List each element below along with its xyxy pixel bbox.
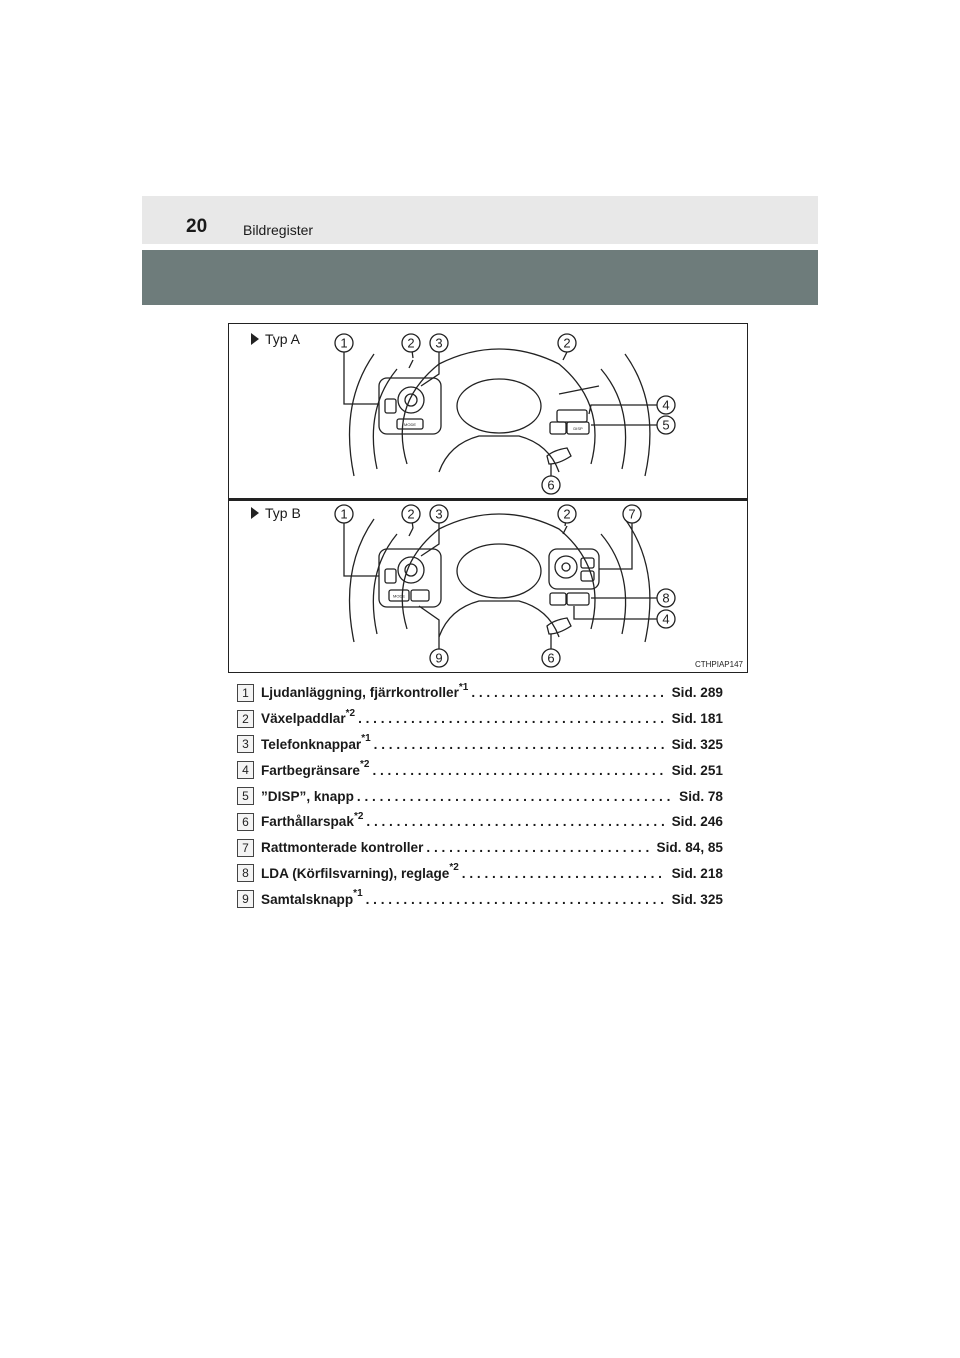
callout-a-6 — [542, 476, 560, 494]
entry-1 — [237, 680, 723, 706]
title-band — [142, 250, 818, 305]
callout-a-4 — [657, 396, 675, 414]
entry-2 — [237, 706, 723, 732]
entry-number: 3 — [237, 735, 254, 753]
entry-number: 4 — [237, 761, 254, 779]
type-a-label: Typ A — [251, 331, 300, 347]
callout-b-2 — [402, 505, 420, 523]
steering-wheel-figure — [228, 323, 748, 673]
page-reference[interactable]: Sid. 289 — [671, 685, 723, 701]
callout-b-1 — [335, 505, 353, 523]
entry-7 — [237, 835, 723, 861]
dot-leader — [372, 763, 665, 778]
page-reference[interactable]: Sid. 325 — [671, 891, 723, 907]
entry-label: Telefonknappar$^{*1}$ — [261, 733, 371, 752]
dot-leader — [358, 711, 666, 726]
svg-text:2: 2 — [563, 335, 571, 351]
entry-label: Samtalsknapp$^{*1}$ — [261, 888, 363, 907]
callout-a-1 — [335, 334, 353, 352]
entry-3 — [237, 732, 723, 758]
svg-text:3: 3 — [435, 506, 443, 522]
svg-text:4: 4 — [662, 611, 670, 627]
mode-button-b: MODE — [393, 593, 405, 599]
page-number: 20 — [186, 216, 208, 237]
entry-number: 8 — [237, 864, 254, 882]
entry-label: LDA (Körfilsvarning), reglage$^{*2}$ — [261, 862, 459, 881]
entry-5 — [237, 783, 723, 809]
entry-number: 7 — [237, 839, 254, 857]
entry-label: ”DISP”, knapp — [261, 788, 354, 804]
page-reference[interactable]: Sid. 325 — [671, 736, 723, 752]
svg-text:6: 6 — [547, 650, 555, 666]
svg-text:5: 5 — [662, 417, 670, 433]
page-reference[interactable]: Sid. 84, 85 — [656, 840, 723, 856]
dot-leader — [366, 892, 666, 907]
svg-text:2: 2 — [563, 506, 571, 522]
dot-leader — [471, 685, 665, 700]
page-reference[interactable]: Sid. 246 — [671, 814, 723, 830]
entry-8 — [237, 861, 723, 887]
svg-text:2: 2 — [407, 335, 415, 351]
entry-number: 5 — [237, 787, 254, 805]
callout-a-5 — [657, 416, 675, 434]
entry-label: Farthållarspak$^{*2}$ — [261, 810, 364, 830]
page-reference[interactable]: Sid. 251 — [671, 762, 723, 778]
svg-text:7: 7 — [628, 506, 636, 522]
page-reference[interactable]: Sid. 218 — [671, 865, 723, 881]
callout-b-2b — [558, 505, 576, 523]
figure-code: CTHPIAP147 — [694, 660, 743, 669]
entry-label: Ljudanläggning, fjärrkontroller$^{*1}$ — [261, 681, 469, 701]
callout-b-3 — [430, 505, 448, 523]
dot-leader — [426, 840, 650, 855]
wheel-type-a — [344, 343, 657, 483]
entry-label: Rattmonterade kontroller — [261, 840, 424, 856]
callout-b-9 — [430, 649, 448, 667]
section-title: Bildregister — [243, 222, 314, 238]
svg-text:3: 3 — [435, 335, 443, 351]
callout-a-2b — [558, 334, 576, 352]
svg-text:6: 6 — [547, 477, 555, 493]
entry-6 — [237, 809, 723, 835]
entry-label: Fartbegränsare$^{*2}$ — [261, 759, 370, 778]
svg-text:9: 9 — [435, 650, 443, 666]
callout-a-2 — [402, 334, 420, 352]
triangle-bullet-icon — [251, 333, 259, 345]
mode-button-a: MODE — [404, 422, 416, 427]
disp-button-a: DISP — [573, 426, 583, 431]
triangle-bullet-icon — [251, 507, 259, 519]
entry-number: 2 — [237, 710, 254, 728]
entry-number: 6 — [237, 813, 254, 831]
svg-text:2: 2 — [407, 506, 415, 522]
wheel-type-b — [344, 514, 657, 649]
callout-b-4 — [657, 610, 675, 628]
page-reference[interactable]: Sid. 181 — [671, 711, 723, 727]
figure-divider — [229, 498, 747, 501]
entry-4 — [237, 757, 723, 783]
page-reference[interactable]: Sid. 78 — [679, 788, 723, 804]
dot-leader — [357, 789, 673, 804]
dot-leader — [462, 866, 666, 881]
callout-b-7 — [623, 505, 641, 523]
svg-text:8: 8 — [662, 590, 670, 606]
entry-number: 1 — [237, 684, 254, 702]
entry-label: Växelpaddlar$^{*2}$ — [261, 707, 356, 727]
entry-list — [237, 680, 723, 912]
entry-number: 9 — [237, 890, 254, 908]
entry-9 — [237, 886, 723, 912]
svg-text:1: 1 — [340, 506, 348, 522]
callout-b-8 — [657, 589, 675, 607]
dot-leader — [374, 737, 666, 752]
svg-text:4: 4 — [662, 397, 670, 413]
type-b-label: Typ B — [251, 505, 301, 521]
svg-text:1: 1 — [340, 335, 348, 351]
dot-leader — [366, 814, 665, 829]
callout-a-3 — [430, 334, 448, 352]
callout-b-6 — [542, 649, 560, 667]
